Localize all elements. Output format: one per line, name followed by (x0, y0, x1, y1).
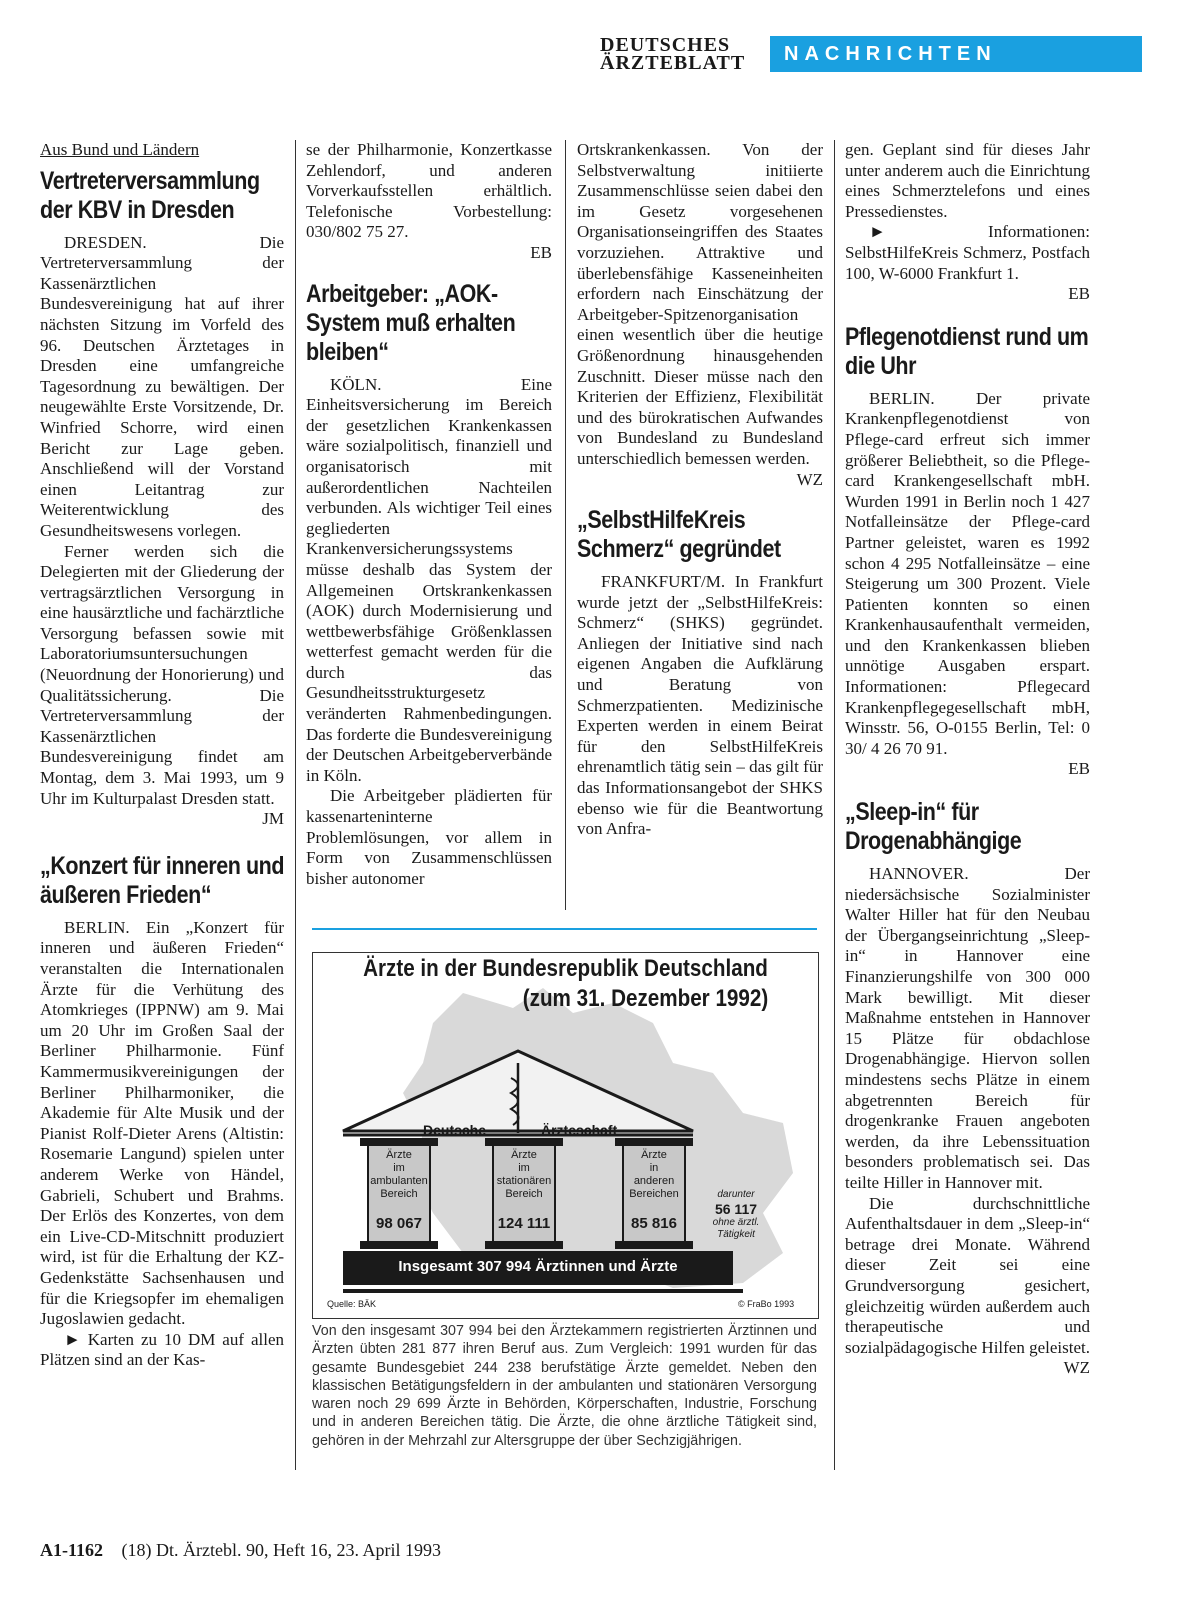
citation: (18) Dt. Ärztebl. 90, Heft 16, 23. April 1993 (121, 1540, 441, 1560)
roof-label-left: Deutsche (423, 1122, 487, 1138)
section-tag: NACHRICHTEN (770, 36, 1142, 72)
figure-credit: © FraBo 1993 (738, 1299, 795, 1309)
column-divider (295, 140, 296, 1470)
author-initials: WZ (796, 469, 823, 489)
masthead (600, 36, 1160, 76)
column-label-stationaer: Ärzte im stationären Bereich (496, 1149, 552, 1200)
figure-rule (312, 928, 817, 930)
author-initials: EB (530, 242, 552, 262)
figure-source: Quelle: BÄK (327, 1299, 377, 1309)
author-initials: JM (262, 809, 284, 829)
infographic (312, 952, 819, 1319)
author-initials: WZ (1063, 1358, 1090, 1378)
paragraph: se der Philharmonie, Konzertkasse Zehlendorf, und anderen Vorverkaufsstellen erhältlich. Telefonische Vorbestellung: 030/802 75 27. (306, 140, 552, 242)
brand-line-2: ÄRZTEBLATT (600, 52, 746, 74)
headline-sleep-in: „Sleep-in“ für Drogenabhängige (845, 798, 1022, 856)
paragraph: Die Arbeitgeber plädierten für kassenarteninterne Problemlösungen, vor allem in Form von Zusammenschlüssen bisher autonomer (306, 786, 552, 888)
page-footer (40, 1540, 441, 1561)
paragraph: KÖLN. Eine Einheitsversicherung im Bereich der gesetzlichen Krankenkassen wäre sozialpolitisch, finanziell und organisatorisch mit außerordentlichen Nachteilen verbunden. Als wichtiger Teil eines gegliederten Krankenversicherungssystems müsse deshalb das System der Allgemeinen Ortskrankenkassen (AOK) durch Modernisierung und wettbewerbsfähige Größenklassen wetterfest gemacht werden für die durch das Gesundheitsstrukturgesetz veränderten Rahmenbedingungen. Das forderte die Bundesvereinigung der Deutschen Arbeitgeberverbände in Köln. (306, 374, 552, 785)
headline-konzert: „Konzert für inneren und äußeren Frieden“ (40, 851, 285, 909)
headline-selbsthilfe: „SelbstHilfeKreis Schmerz“ gegründet (577, 506, 781, 564)
column-label-ambulant: Ärzte im ambulanten Bereich (370, 1149, 428, 1200)
paragraph: gen. Geplant sind für dieses Jahr unter anderem auch die Einrichtung eines Schmerztelefons und eines Pressedienstes. (845, 140, 1090, 221)
roof-label-right: Ärzteschaft (541, 1122, 618, 1138)
column-4 (845, 140, 1090, 1379)
total-banner: Insgesamt 307 994 Ärztinnen und Ärzte (398, 1258, 678, 1275)
germany-map-shape (403, 988, 793, 1288)
headline-aok: Arbeitgeber: „AOK-System muß erhalten bleiben“ (306, 279, 516, 366)
note-ohne-taetigkeit: darunter 56 117 ohne ärztl. Tätigkeit (712, 1189, 760, 1240)
column-divider (834, 140, 835, 1470)
paragraph: ► Karten zu 10 DM auf allen Plätzen sind an der Kas- (40, 1329, 284, 1370)
figure-caption: Von den insgesamt 307 994 bei den Ärztekammern registrierten Ärztinnen und Ärzten übten 281 877 ihren Beruf aus. Zum Vergleich: 1991 wurden für das gesamte Bundesgebiet 244 238 berufstätige Ärzte gemeldet. Neben den klassischen Betätigungsfeldern in der ambulanten und stationären Versorgung waren noch 29 699 Ärzte in Behörden, Körperschaften, Industrie, Forschung und in anderen Bereichen tätig. Die Ärzte, die ohne ärztliche Tätigkeit sind, gehören in der Mehrzahl zur Altersgruppe der über Sechzigjährigen. (312, 1323, 817, 1449)
paragraph: BERLIN. Der private Krankenpflegenotdienst von Pflege-card erfreut sich immer größerer Beliebtheit, so die Pflege-card Krankengesellschaft mbH. Wurden 1991 in Berlin noch 1 427 Notfalleinsätze der Pflege-card Partner geleistet, waren es 1992 schon 4 295 Notfalleinsätze – eine Steigerung um 300 Prozent. Viele Patienten konnten so einen Krankenhausaufenthalt vermeiden, und den Krankenkassen blieben unnötige Ausgaben erspart. Informationen: Pflegecard Krankenpflegegesellschaft mbH, Winsstr. 56, O-0155 Berlin, Tel: 0 30/ 4 26 70 91. (845, 388, 1090, 758)
column-1 (40, 140, 284, 1371)
paragraph: Ferner werden sich die Delegierten mit der Gliederung der vertragsärztlichen Versorgung in eine hausärztliche und fachärztliche Versorgung befassen sowie mit Laboratoriumsuntersuchungen (Neuordnung der Honorierung) und Qualitätssicherung. Die Vertreterversammlung der Kassenärztlichen Bundesvereinigung findet am Montag, dem 3. Mai 1993, um 9 Uhr im Kulturpalast Dresden statt. (40, 541, 285, 808)
paragraph: Ortskrankenkassen. Von der Selbstverwaltung initiierte Zusammenschlüsse seien dabei den im Gesetz vorgesehenen Organisationseingriffen des Staates vorzuziehen. Attraktive und überlebensfähige Kasseneinheiten erfordern nach Einschätzung der Arbeitgeber-Spitzenorganisation einen wesentlich über die heutige Größenordnung hinausgehenden Zuschnitt. Dieser müsse nach den Kriterien der Effizienz, Flexibilität und des bürokratischen Aufwandes von Bundesland zu Bundesland unterschiedlich bemessen werden. (577, 140, 823, 468)
page-reference: A1-1162 (40, 1540, 103, 1560)
author-initials: EB (1068, 284, 1090, 304)
paragraph: DRESDEN. Die Vertreterversammlung der Kassenärztlichen Bundesvereinigung hat auf ihrer nächsten Sitzung im Vorfeld des 96. Deutschen Ärztetages in Dresden eine umfangreiche Tagesordnung zu bewältigen. Der neugewählte Erste Vorsitzende, Dr. Winfried Schorre, wird einen Bericht zur Lage geben. Anschließend will der Vorstand einen Leitantrag zur Weiterentwicklung des Gesundheitswesens vorlegen. (40, 232, 284, 540)
value-ambulant: 98 067 (376, 1215, 422, 1232)
value-stationaer: 124 111 (497, 1215, 551, 1232)
value-andere: 85 816 (631, 1215, 677, 1232)
brand-line-1: DEUTSCHES (600, 34, 731, 56)
paragraph: BERLIN. Ein „Konzert für inneren und äußeren Frieden“ veranstalten die Internationalen Ärzte für die Verhütung des Atomkrieges (IPPNW) am 9. Mai um 20 Uhr im Großen Saal der Berliner Philharmonie. Fünf Kammermusikvereinigungen der Berliner Philharmoniker, die Akademie für Alte Musik und der Pianist Rolf-Dieter Arens (Altistin: Rosemarie Langund) spielen unter anderem Werke von Händel, Gabrieli, Schubert und Brahms. Der Erlös des Konzertes, von dem ein Live-CD-Mitschnitt produziert wird, ist für die Erhaltung der KZ-Gedenkstätte Sachsenhausen und für die Kriegsopfer im ehemaligen Jugoslawien gedacht. (40, 917, 284, 1329)
paragraph: ► Informationen: SelbstHilfeKreis Schmerz, Postfach 100, W-6000 Frankfurt 1. (845, 222, 1090, 283)
headline-kbv: Vertreterversammlung der KBV in Dresden (40, 166, 260, 224)
figure-title-2: (zum 31. Dezember 1992) (522, 985, 769, 1012)
paragraph: FRANKFURT/M. In Frankfurt wurde jetzt der „SelbstHilfeKreis: Schmerz“ (SHKS) gegründet. Anliegen der Initiative sind nach eigenen Angaben die Aufklärung und Beratung von Schmerzpatienten. Medizinische Experten werden in einem Beirat für den SelbstHilfeKreis ehrenamtlich tätig sein – das gilt für das Informationsangebot der SHKS ebenso wie für die Beantwortung von Anfra- (577, 572, 823, 839)
column-divider (565, 140, 566, 910)
paragraph: HANNOVER. Der niedersächsische Sozialminister Walter Hiller hat für den Neubau der Übergangseinrichtung „Sleep-in“ in Hannover eine Finanzierungshilfe von 300 000 Mark bewilligt. Mit dieser Maßnahme entstehen in Hannover 15 Plätze für obdachlose Drogenabhängige. Hiervon sollen mindestens sechs Plätze in einem abgetrennten Bereich für drogenkranke Frauen angeboten werden, da ihre Lebenssituation besonders problematisch sei. Das teilte Hiller in Hannover mit. (845, 864, 1090, 1192)
rubric: Aus Bund und Ländern (40, 140, 200, 159)
paragraph: Die durchschnittliche Aufenthaltsdauer in dem „Sleep-in“ betrage drei Monate. Während dieser Zeit sei eine Grundversorgung gesichert, gleichzeitig würden außerdem auch therapeutische und sozialpädagogische Hilfen geleistet. (845, 1193, 1090, 1357)
author-initials: EB (1068, 759, 1090, 779)
figure-title-1: Ärzte in der Bundesrepublik Deutschland (363, 955, 768, 982)
column-3 (577, 140, 823, 840)
column-label-andere: Ärzte in anderen Bereichen (629, 1149, 679, 1200)
brand-logo (600, 36, 745, 72)
headline-pflegenotdienst: Pflegenotdienst rund um die Uhr (845, 322, 1089, 380)
column-2 (306, 140, 552, 889)
